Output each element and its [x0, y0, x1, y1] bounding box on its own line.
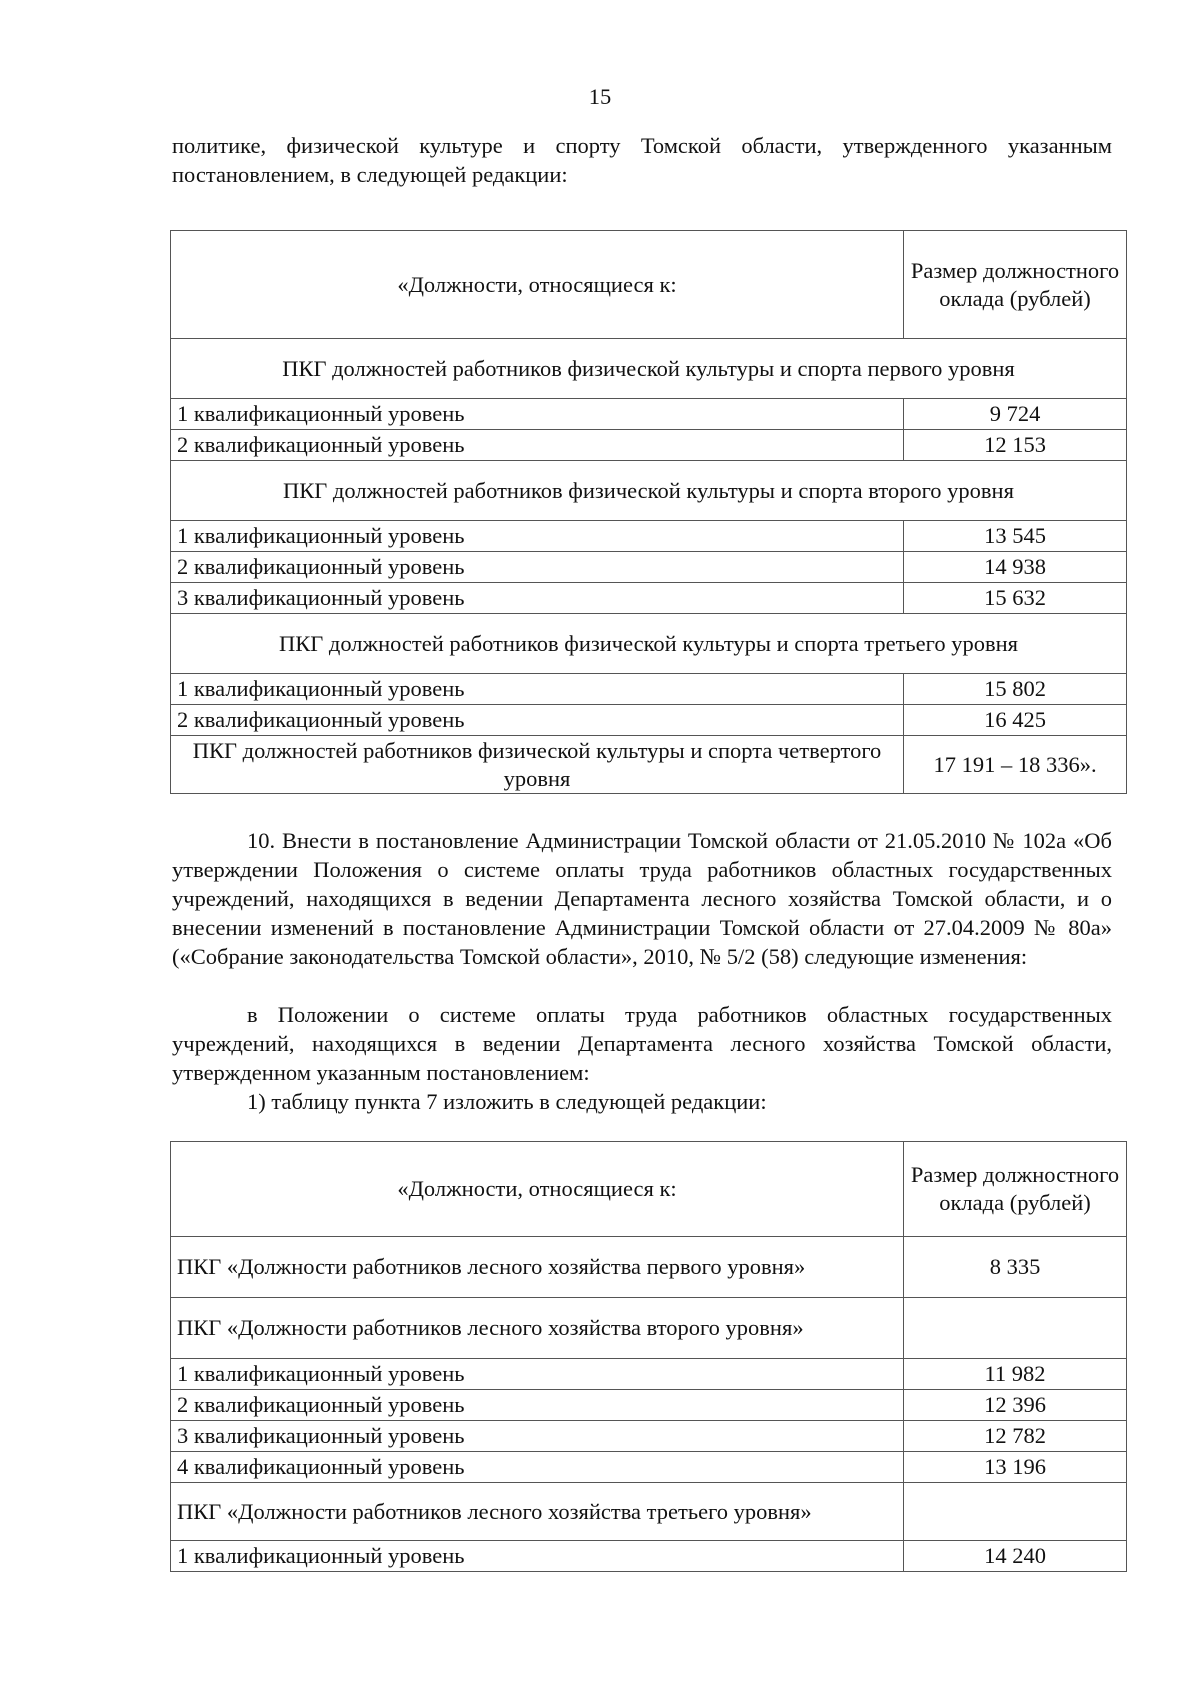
row-label: 2 квалификационный уровень	[171, 1390, 904, 1421]
table-row	[171, 521, 1127, 552]
paragraph-regulation: в Положении о системе оплаты труда работников областных государственных учреждений, находящихся в ведении Департамента лесного хозяйства Томской области, утвержденном указанным постановлением:	[172, 1002, 1112, 1085]
header-salary: Размер должностного оклада (рублей)	[904, 231, 1127, 339]
row-value: 8 335	[904, 1237, 1127, 1298]
group-row	[171, 614, 1127, 674]
row-value: 16 425	[904, 705, 1127, 736]
row-value: 13 545	[904, 521, 1127, 552]
intro-paragraph: политике, физической культуре и спорту Томской области, утвержденного указанным постановлением, в следующей редакции:	[172, 133, 1112, 187]
row-value: 13 196	[904, 1452, 1127, 1483]
row-label: ПКГ «Должности работников лесного хозяйства второго уровня»	[171, 1298, 904, 1359]
group-row	[171, 461, 1127, 521]
row-label: ПКГ «Должности работников лесного хозяйства третьего уровня»	[171, 1483, 904, 1541]
salary-table-sport	[170, 230, 1127, 794]
table-row	[171, 736, 1127, 794]
table-row	[171, 430, 1127, 461]
row-label: 2 квалификационный уровень	[171, 705, 904, 736]
row-value	[904, 1298, 1127, 1359]
header-salary: Размер должностного оклада (рублей)	[904, 1142, 1127, 1237]
row-label: 1 квалификационный уровень	[171, 1359, 904, 1390]
table-row	[171, 1237, 1127, 1298]
row-label: 3 квалификационный уровень	[171, 1421, 904, 1452]
group-label: ПКГ должностей работников физической культуры и спорта третьего уровня	[171, 614, 1127, 674]
row-value: 14 938	[904, 552, 1127, 583]
table-row	[171, 399, 1127, 430]
header-positions: «Должности, относящиеся к:	[171, 1142, 904, 1237]
row-value: 12 153	[904, 430, 1127, 461]
table-row	[171, 1483, 1127, 1541]
row-value: 15 802	[904, 674, 1127, 705]
table-row	[171, 1359, 1127, 1390]
row-value: 14 240	[904, 1541, 1127, 1572]
group-label: ПКГ должностей работников физической культуры и спорта первого уровня	[171, 339, 1127, 399]
row-value	[904, 1483, 1127, 1541]
table-header	[171, 1142, 1127, 1237]
row-label: 1 квалификационный уровень	[171, 1541, 904, 1572]
row-label: ПКГ должностей работников физической культуры и спорта четвертого уровня	[171, 736, 904, 794]
row-value: 15 632	[904, 583, 1127, 614]
row-value: 12 396	[904, 1390, 1127, 1421]
row-label: 1 квалификационный уровень	[171, 399, 904, 430]
header-positions: «Должности, относящиеся к:	[171, 231, 904, 339]
row-value: 17 191 – 18 336».	[904, 736, 1127, 794]
row-value: 11 982	[904, 1359, 1127, 1390]
row-label: 2 квалификационный уровень	[171, 552, 904, 583]
table-row	[171, 1452, 1127, 1483]
table-row	[171, 1298, 1127, 1359]
table-row	[171, 1421, 1127, 1452]
table-row	[171, 583, 1127, 614]
row-label: 3 квалификационный уровень	[171, 583, 904, 614]
table-row	[171, 674, 1127, 705]
page-number: 15	[588, 84, 612, 109]
group-label: ПКГ должностей работников физической культуры и спорта второго уровня	[171, 461, 1127, 521]
row-label: 2 квалификационный уровень	[171, 430, 904, 461]
table-row	[171, 1390, 1127, 1421]
salary-table-forestry	[170, 1141, 1127, 1572]
row-label: ПКГ «Должности работников лесного хозяйства первого уровня»	[171, 1237, 904, 1298]
row-label: 1 квалификационный уровень	[171, 521, 904, 552]
row-value: 9 724	[904, 399, 1127, 430]
row-label: 1 квалификационный уровень	[171, 674, 904, 705]
table-row	[171, 552, 1127, 583]
paragraph-10: 10. Внести в постановление Администрации Томской области от 21.05.2010 № 102а «Об утверждении Положения о системе оплаты труда работников областных государственных учреждений, находящихся в ведении Департамента лесного хозяйства Томской области, и о внесении изменений в постановление Администрации Томской области от 27.04.2009 № 80а» («Собрание законодательства Томской области», 2010, № 5/2 (58) следующие изменения:	[172, 828, 1112, 969]
row-value: 12 782	[904, 1421, 1127, 1452]
group-row	[171, 339, 1127, 399]
table-header	[171, 231, 1127, 339]
table-row	[171, 705, 1127, 736]
row-label: 4 квалификационный уровень	[171, 1452, 904, 1483]
paragraph-table-item: 1) таблицу пункта 7 изложить в следующей редакции:	[247, 1089, 767, 1114]
table-row	[171, 1541, 1127, 1572]
